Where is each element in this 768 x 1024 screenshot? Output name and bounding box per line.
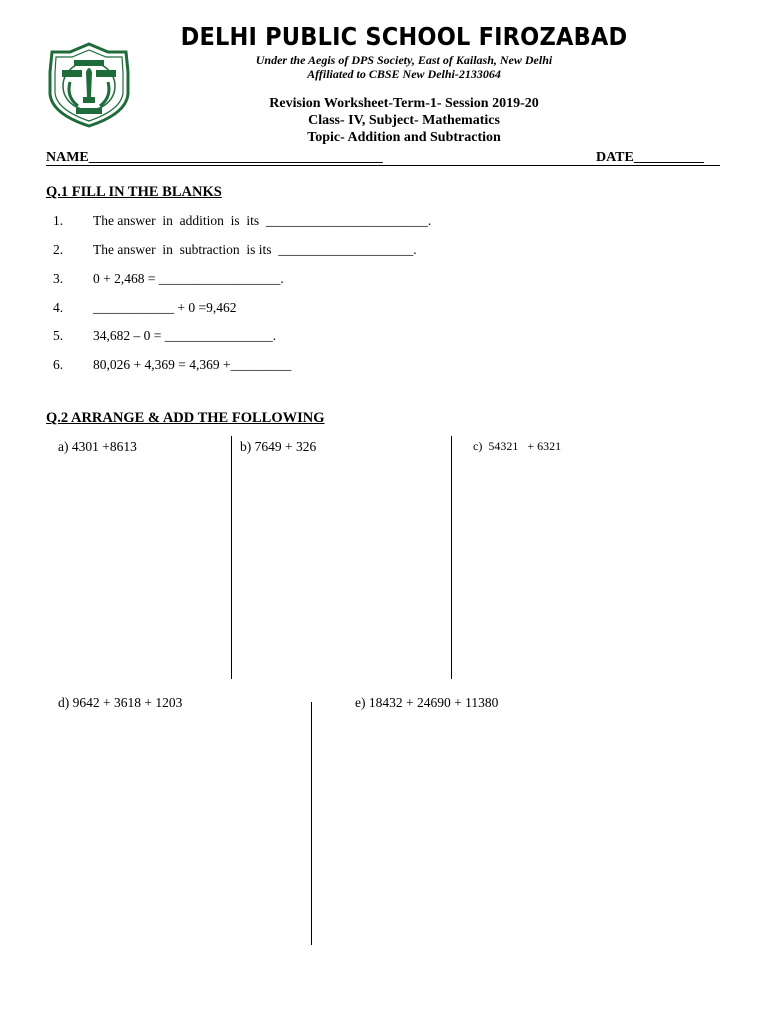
q1-item-text[interactable]: 80,026 + 4,369 = 4,369 +_________ [93, 357, 292, 372]
q1-item-text[interactable]: The answer in addition is its ________________________. [93, 213, 432, 228]
q1-item-number: 6. [53, 357, 64, 372]
q1-item-text[interactable]: ____________ + 0 =9,462 [93, 300, 237, 315]
school-name: DELHI PUBLIC SCHOOL FIROZABAD [180, 22, 628, 51]
q1-item-number: 5. [53, 328, 64, 343]
q1-item-number: 3. [53, 271, 64, 286]
affiliation-line: Affiliated to CBSE New Delhi-2133064 [307, 67, 501, 81]
class-subject-line: Class- IV, Subject- Mathematics [308, 113, 500, 128]
topic-line: Topic- Addition and Subtraction [307, 130, 501, 145]
column-divider [311, 702, 312, 945]
column-divider [451, 436, 452, 679]
problem-a: a) 4301 +8613 [58, 439, 137, 454]
q1-item-text[interactable]: 34,682 – 0 = ________________. [93, 328, 277, 343]
q1-item-text[interactable]: The answer in subtraction is its ____________________. [93, 242, 417, 257]
q1-title: Q.1 FILL IN THE BLANKS [46, 184, 222, 200]
problem-e: e) 18432 + 24690 + 11380 [355, 695, 499, 710]
problem-c: c) 54321 + 6321 [473, 439, 562, 453]
date-field[interactable]: DATE__________ [596, 150, 704, 165]
worksheet-title: Revision Worksheet-Term-1- Session 2019-20 [269, 96, 539, 111]
problem-d: d) 9642 + 3618 + 1203 [58, 695, 183, 710]
aegis-line: Under the Aegis of DPS Society, East of Kailash, New Delhi [255, 53, 553, 67]
column-divider [231, 436, 232, 679]
q1-item-text[interactable]: 0 + 2,468 = __________________. [93, 271, 284, 286]
q1-item-number: 4. [53, 300, 64, 315]
q1-item-number: 1. [53, 213, 64, 228]
name-field[interactable]: NAME__________________________________________ [46, 150, 383, 165]
q2-title: Q.2 ARRANGE & ADD THE FOLLOWING [46, 410, 325, 426]
q1-item-number: 2. [53, 242, 64, 257]
header-divider [46, 165, 720, 166]
problem-b: b) 7649 + 326 [240, 439, 317, 454]
